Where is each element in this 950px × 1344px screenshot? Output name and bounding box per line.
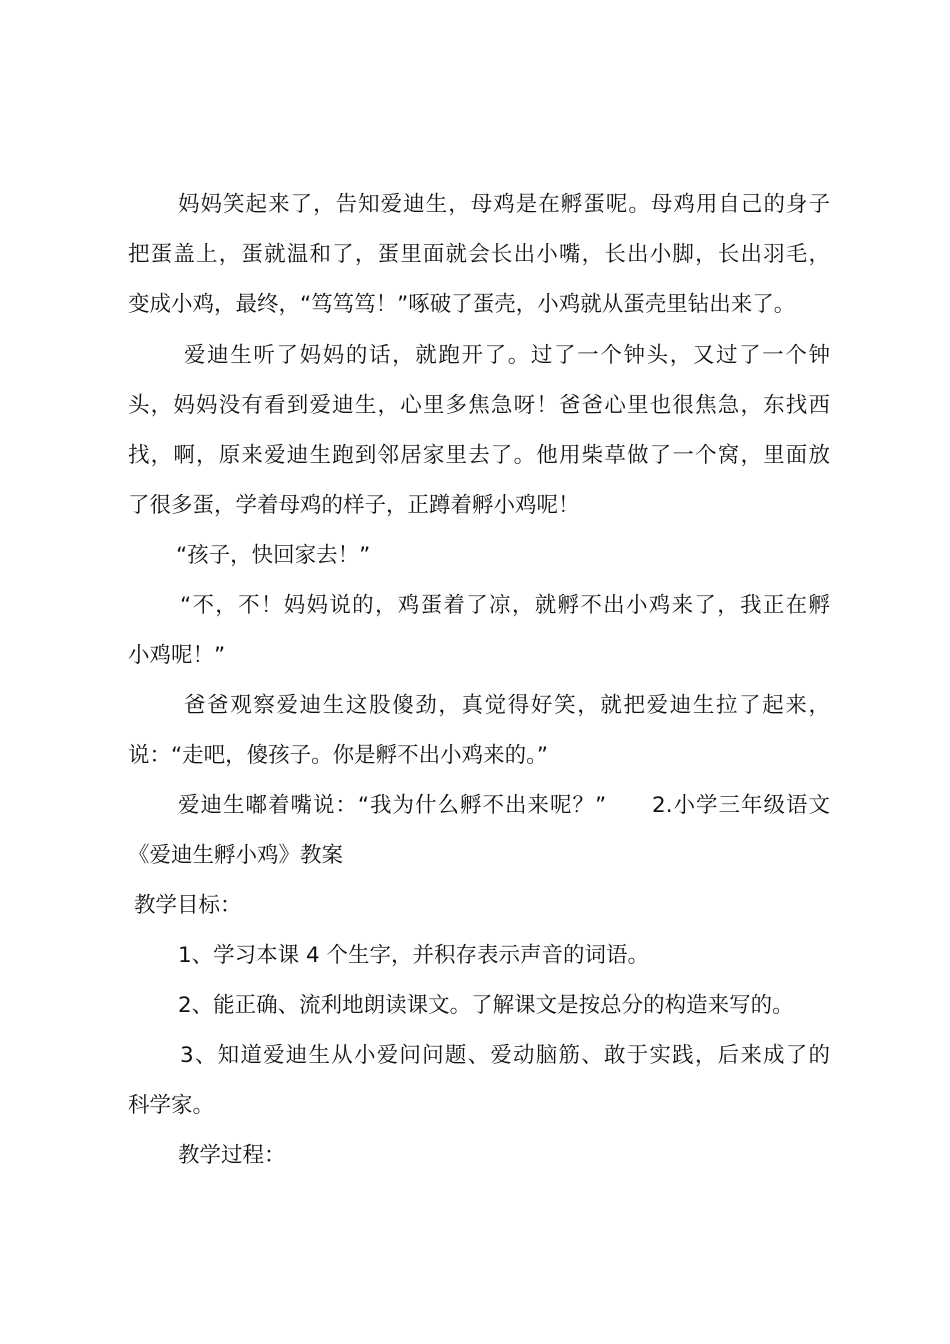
text-line-8: “孩子，快回家去！” — [176, 543, 371, 568]
text-line-6: 找，啊，原来爱迪生跑到邻居家里去了。他用柴草做了一个窝，里面放 — [128, 443, 830, 468]
text-line-12: 说：“走吧，傻孩子。你是孵不出小鸡来的。” — [128, 743, 549, 768]
text-line-1: 妈妈笑起来了，告知爱迪生，母鸡是在孵蛋呢。母鸡用自己的身子 — [178, 192, 830, 217]
text-line-13: 爱迪生嘟着嘴说：“我为什么孵不出来呢？” 2.小学三年级语文 — [178, 793, 830, 818]
text-line-17: 2、能正确、流利地朗读课文。了解课文是按总分的构造来写的。 — [178, 993, 794, 1018]
text-line-3: 变成小鸡，最终，“笃笃笃！”啄破了蛋壳，小鸡就从蛋壳里钻出来了。 — [128, 292, 796, 317]
text-line-9: “不，不！妈妈说的，鸡蛋着了凉，就孵不出小鸡来了，我正在孵 — [180, 593, 830, 618]
text-line-16: 1、学习本课 4 个生字，并积存表示声音的词语。 — [178, 943, 650, 968]
text-line-2: 把蛋盖上，蛋就温和了，蛋里面就会长出小嘴，长出小脚，长出羽毛， — [128, 242, 830, 267]
text-line-11: 爸爸观察爱迪生这股傻劲，真觉得好笑，就把爱迪生拉了起来， — [184, 693, 830, 718]
text-line-19: 科学家。 — [128, 1093, 215, 1118]
text-line-10: 小鸡呢！” — [128, 643, 226, 668]
text-line-5: 头，妈妈没有看到爱迪生，心里多焦急呀！爸爸心里也很焦急，东找西 — [128, 393, 830, 418]
text-line-4: 爱迪生听了妈妈的话，就跑开了。过了一个钟头，又过了一个钟 — [184, 343, 830, 368]
text-line-14: 《爱迪生孵小鸡》教案 — [128, 843, 344, 868]
text-line-20: 教学过程： — [178, 1143, 286, 1168]
text-line-15: 教学目标： — [134, 893, 242, 918]
text-line-18: 3、知道爱迪生从小爱问问题、爱动脑筋、敢于实践，后来成了的 — [180, 1043, 830, 1068]
text-line-7: 了很多蛋，学着母鸡的样子，正蹲着孵小鸡呢！ — [128, 493, 580, 518]
